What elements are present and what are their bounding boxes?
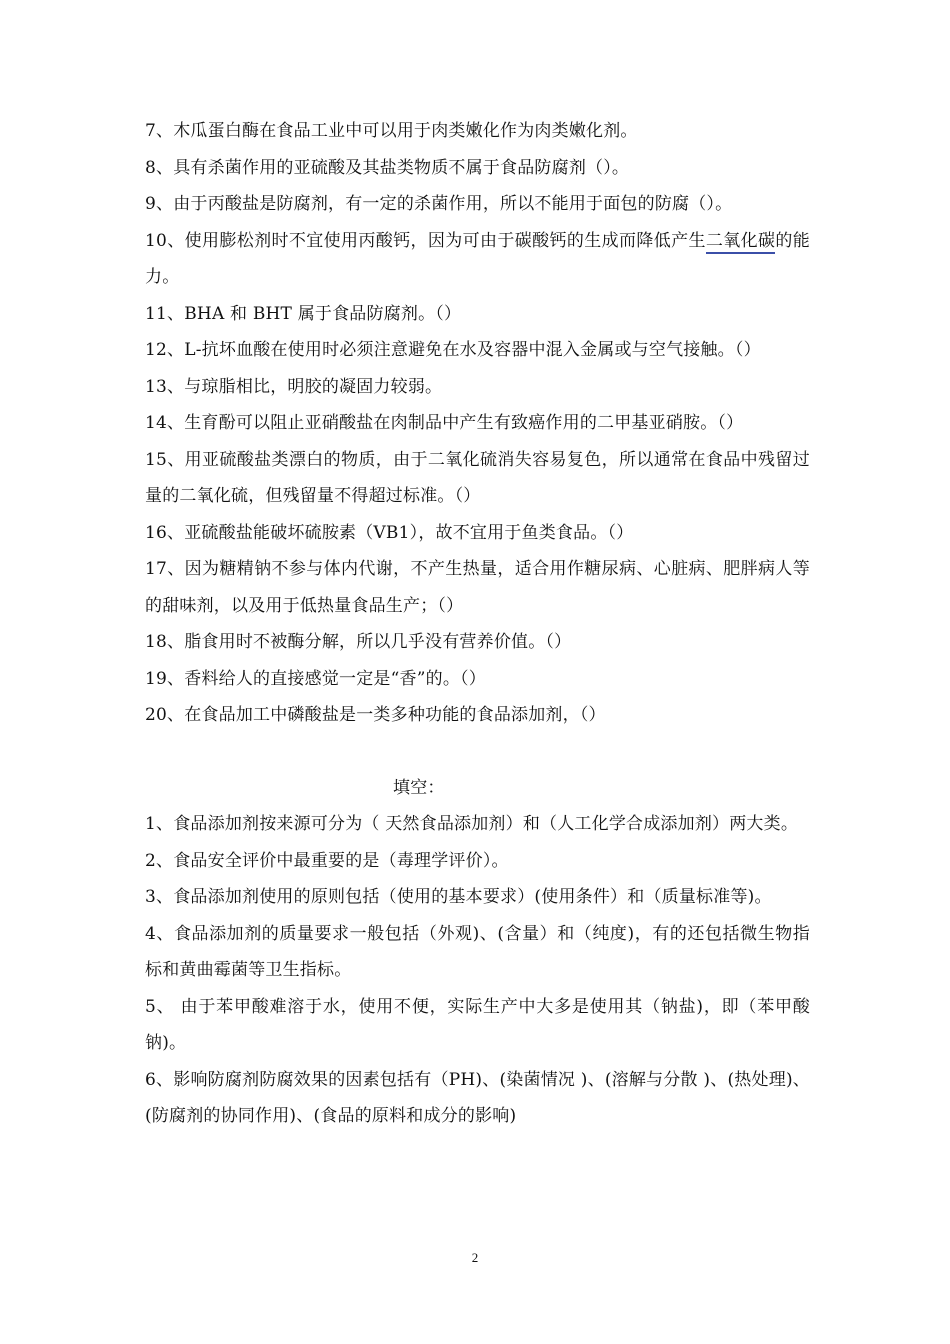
judgement-item-11: 11、BHA 和 BHT 属于食品防腐剂。（） (145, 303, 462, 324)
judgement-item-18: 18、脂食用时不被酶分解，所以几乎没有营养价值。（） (145, 632, 572, 652)
section-spacer (145, 734, 810, 770)
fill-blank-item-3: 3、食品添加剂使用的原则包括（使用的基本要求）(使用条件）和（质量标准等)。 (145, 887, 772, 907)
fill-blank-item-6: 6、影响防腐剂防腐效果的因素包括有（PH)、(染菌情况 )、(溶解与分散 )、(热处理)、(防腐剂的协同作用)、(食品的原料和成分的影响) (145, 1069, 810, 1126)
judgement-item-9: 9、由于丙酸盐是防腐剂，有一定的杀菌作用，所以不能用于面包的防腐（）。 (145, 194, 733, 214)
fill-blank-item-5: 5、 由于苯甲酸难溶于水，使用不便，实际生产中大多是使用其（钠盐)，即（苯甲酸钠)。 (145, 996, 810, 1053)
judgement-item-15: 15、用亚硫酸盐类漂白的物质，由于二氧化硫消失容易复色，所以通常在食品中残留过量的二氧化硫，但残留量不得超过标准。（） (145, 449, 810, 506)
judgement-item-10-after: 的能力。 (145, 230, 810, 287)
page-number: 2 (471, 1250, 479, 1265)
judgement-item-16: 16、亚硫酸盐能破坏硫胺素（VB1），故不宜用于鱼类食品。（） (145, 522, 634, 543)
fill-blank-item-1: 1、食品添加剂按来源可分为（ 天然食品添加剂）和（人工化学合成添加剂）两大类。 (145, 814, 799, 834)
judgement-item-14: 14、生育酚可以阻止亚硝酸盐在肉制品中产生有致癌作用的二甲基亚硝胺。（） (145, 413, 744, 433)
judgement-item-19: 19、香料给人的直接感觉一定是“香”的。（） (145, 668, 486, 689)
document-body (145, 113, 810, 1135)
judgement-item-8: 8、具有杀菌作用的亚硫酸及其盐类物质不属于食品防腐剂（）。 (145, 157, 630, 178)
fill-blank-title: 填空： (393, 777, 445, 798)
carbon-dioxide-link[interactable]: 二氧化碳 (706, 231, 776, 254)
judgement-item-10 (145, 223, 810, 296)
judgement-item-12: 12、L-抗坏血酸在使用时必须注意避免在水及容器中混入金属或与空气接触。（） (145, 340, 761, 360)
judgement-item-20: 20、在食品加工中磷酸盐是一类多种功能的食品添加剂，（） (145, 705, 606, 725)
judgement-item-7: 7、木瓜蛋白酶在食品工业中可以用于肉类嫩化作为肉类嫩化剂。 (145, 121, 638, 141)
fill-blank-item-2: 2、食品安全评价中最重要的是（毒理学评价）。 (145, 850, 509, 871)
judgement-item-17: 17、因为糖精钠不参与体内代谢，不产生热量，适合用作糖尿病、心脏病、肥胖病人等的甜味剂，以及用于低热量食品生产；（） (145, 559, 810, 616)
judgement-item-10-before: 10、使用膨松剂时不宜使用丙酸钙，因为可由于碳酸钙的生成而降低产生 (145, 230, 706, 251)
judgement-item-13: 13、与琼脂相比，明胶的凝固力较弱。 (145, 376, 443, 397)
fill-blank-item-4: 4、食品添加剂的质量要求一般包括（外观)、(含量）和（纯度)，有的还包括微生物指标和黄曲霉菌等卫生指标。 (145, 923, 810, 980)
